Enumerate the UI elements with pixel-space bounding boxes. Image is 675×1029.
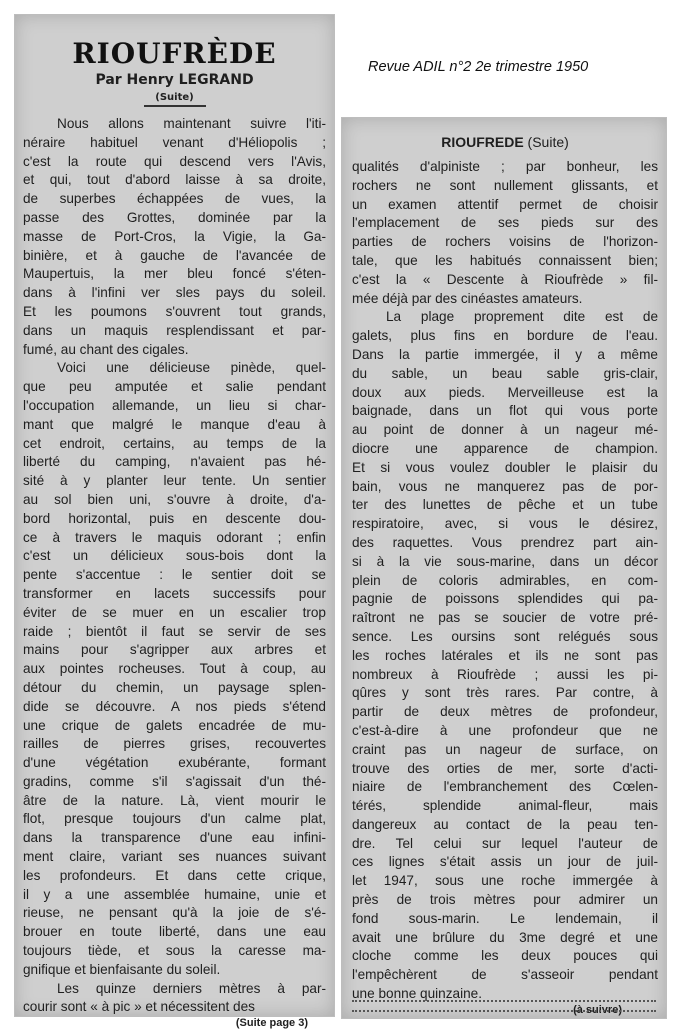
text-line: mains pour s'agripper aux arbres et (23, 642, 326, 658)
text-line: courir sont « à pic » et nécessitent des (23, 999, 255, 1015)
text-line: une crique de galets encadrée de mu- (23, 717, 326, 733)
text-line: ces lignes s'était assis un jour de juil- (352, 854, 658, 870)
text-line: flot, presque toujours d'un calme plat, (23, 811, 326, 827)
text-line: c'est la « Descente à Rioufrède » fil- (352, 271, 658, 287)
continuation-title (352, 130, 658, 154)
text-line: rieuse, ne pensant qu'à la joie de s'é- (23, 905, 326, 921)
text-line: diocre une apparence de champion. (352, 440, 658, 456)
text-line: une bonne quinzaine. (352, 986, 483, 1002)
text-line: bain, vous ne manquerez pas de por- (352, 478, 658, 494)
text-line: galets, plus fins en bordure de l'eau. (352, 328, 658, 344)
text-line: partir de deux mètres de profondeur, (352, 704, 658, 720)
text-line: toujours tiède, et sous la caresse ma- (23, 943, 326, 959)
text-line: plein de coloris admirables, en com- (352, 572, 658, 588)
text-line: les roches latérales et ils ne sont pas (352, 647, 658, 663)
text-line: sité à y planter leur tente. Un sentier (23, 473, 326, 489)
decorative-wavy-rule (352, 1000, 656, 1012)
text-line: liberté du camping, n'avaient pas hé- (23, 454, 326, 470)
text-line: au sol bien uni, s'ouvre à droite, d'a- (23, 491, 326, 507)
text-line: trouve des orties de mer, sorte d'acti- (352, 760, 658, 776)
text-line: qualités d'alpiniste ; par bonheur, les (352, 159, 658, 174)
text-line: cloche comme les deux pouces qui (352, 948, 658, 964)
text-line: Et si vous voulez doubler le plaisir du (352, 459, 658, 475)
continuation-title-name: RIOUFREDE (441, 134, 524, 150)
text-line: cet endroit, certains, au temps de la (23, 435, 326, 451)
text-line: térés, splendide animal-fleur, mais (352, 798, 658, 814)
title-divider (144, 105, 206, 107)
text-line: si à la vie sous-marine, dans un décor (352, 553, 658, 569)
text-line: rochers ne sont nullement glissants, et (352, 177, 658, 193)
text-line: dans à l'infini ver sles pays du soleil. (23, 285, 326, 301)
text-line: les profondeurs. Et dans cette crique, (23, 867, 326, 883)
text-line: sence. Les oursins sont relégués sous (352, 628, 658, 644)
text-line: et qui, tout d'abord laisse à sa droite, (23, 172, 326, 188)
text-line: dide se découvre. A nos pieds s'étend (23, 698, 326, 714)
text-line: dre. Tel celui sur lequel l'auteur de (352, 835, 658, 851)
text-line: parties de rochers voisins de l'horizon- (352, 234, 658, 250)
text-line: avait une brûlure du 3me degré et une (352, 929, 658, 945)
text-line: raide ; bientôt il faut se servir de ses (23, 623, 326, 639)
continued-tag: (Suite) (155, 92, 194, 103)
text-line: pagnie de poissons splendides qui pa- (352, 591, 658, 607)
text-line: des raquettes. Vous prendrez part ain- (352, 534, 658, 550)
text-line: niaire de l'embranchement des Cœlen- (352, 779, 658, 795)
text-line: passe des Grottes, dominée par la (23, 209, 326, 225)
text-line: mée déjà par des cinéastes amateurs. (352, 290, 583, 306)
text-line: bord horizontal, puis en descente dou- (23, 510, 326, 526)
text-line: gradins, comme s'il s'agissait d'un thé- (23, 773, 326, 789)
text-line: l'empêchèrent de s'asseoir pendant (352, 967, 658, 983)
text-line: un examen attentif permet de choisir (352, 196, 658, 212)
text-line: d'une végétation exubérante, formant (23, 755, 326, 771)
text-line: pente s'accentue : le sentier doit se (23, 567, 326, 583)
text-line: ment claire, variant ses nuances suivant (23, 849, 326, 865)
article-clipping-left (14, 14, 335, 1029)
text-line: craint pas un nageur de surface, on (352, 741, 658, 757)
text-line: masse de Port-Cros, la Vigie, la Ga- (23, 228, 326, 244)
text-line: que peu amputée et salie pendant (23, 379, 326, 395)
text-line: Dans la partie immergée, il y a même (352, 346, 658, 362)
text-line: c'est un délicieux sous-bois dont la (23, 548, 326, 564)
continued-on-page-note: (Suite page 3) (235, 1017, 308, 1029)
text-line: ce à travers le maquis odorant ; enfin (23, 529, 326, 545)
text-line: néraire habituel venant d'Héliopolis ; (23, 134, 326, 150)
text-line: dans la transparence d'une eau infini- (23, 830, 326, 846)
text-line: Nous allons maintenant suivre l'iti- (57, 116, 326, 131)
text-line: Voici une délicieuse pinède, quel- (57, 360, 326, 376)
text-line: gnifique et bienfaisante du soleil. (23, 961, 221, 977)
text-line: transformer en lacets successifs pour (23, 585, 326, 601)
text-line: dans un maquis resplendissant et par- (23, 322, 326, 338)
article-body-right (352, 158, 658, 1004)
article-title: RIOUFRÈDE (72, 37, 277, 70)
text-line: il y a une assemblée humaine, unie et (23, 886, 326, 902)
text-line: Maupertuis, la mer bleu foncé s'éten- (23, 266, 326, 282)
article-body-left (23, 115, 326, 1017)
text-line: Et les poumons s'ouvrent tout grands, (23, 303, 326, 319)
text-line: de superbes échappées de vues, la (23, 191, 326, 207)
text-line: baignade, dans un flot qui vous porte (352, 403, 658, 419)
text-line: aux pointes rocheuses. Tout à coup, au (23, 661, 326, 677)
text-line: let 1947, sous une roche immergée à (352, 873, 658, 889)
text-line: fumé, au chant des cigales. (23, 341, 189, 357)
text-line: binière, et à gauche de l'avancée de (23, 247, 326, 263)
text-line: détour du chemin, un paysage splen- (23, 679, 326, 695)
text-line: tale, que les habitués connaissent bien; (352, 252, 658, 268)
to-be-continued-note: (à suivre) (573, 1003, 622, 1016)
text-line: mant que malgré le manque d'eau à (23, 416, 326, 432)
text-line: c'est la route qui descend vers l'Avis, (23, 153, 326, 169)
continuation-title-suffix: (Suite) (527, 134, 569, 150)
text-line: fond sous-marin. Le lendemain, il (352, 910, 658, 926)
text-line: c'est-à-dire à une profondeur que ne (352, 722, 658, 738)
text-line: éviter de se muer en un escalier trop (23, 604, 326, 620)
text-line: doux aux pieds. Merveilleuse est la (352, 384, 658, 400)
text-line: l'emplacement de ses pieds sur des (352, 215, 658, 231)
article-clipping-right (341, 117, 667, 1019)
text-line: railles de pierres grises, recouvertes (23, 736, 326, 752)
text-line: raîtront ne pas se soucier de votre pré- (352, 610, 658, 626)
text-line: respiratoire, avec, si vous le désirez, (352, 516, 658, 532)
text-line: La plage proprement dite est de (386, 309, 658, 325)
text-line: brouer en toute liberté, dans une eau (23, 924, 326, 940)
text-line: âtre de la nature. Là, vient mourir le (23, 792, 326, 808)
text-line: nombreux à Rioufrède ; aussi les pi- (352, 666, 658, 682)
text-line: l'occupation allemande, un lieu si char- (23, 397, 326, 413)
text-line: Les quinze derniers mètres à par- (57, 980, 326, 996)
text-line: près de trois mètres pour admirer un (352, 892, 658, 908)
text-line: au point de donner à un nageur mé- (352, 422, 658, 438)
text-line: dangereux au contact de la peau ten- (352, 816, 658, 832)
text-line: ter des lunettes de pêche et un tube (352, 497, 658, 513)
article-byline: Par Henry LEGRAND (95, 72, 254, 88)
text-line: qûres y sont très rares. Par contre, à (352, 685, 658, 701)
publication-caption: Revue ADIL n°2 2e trimestre 1950 (368, 59, 589, 75)
text-line: du sable, un beau sable gris-clair, (352, 365, 658, 381)
